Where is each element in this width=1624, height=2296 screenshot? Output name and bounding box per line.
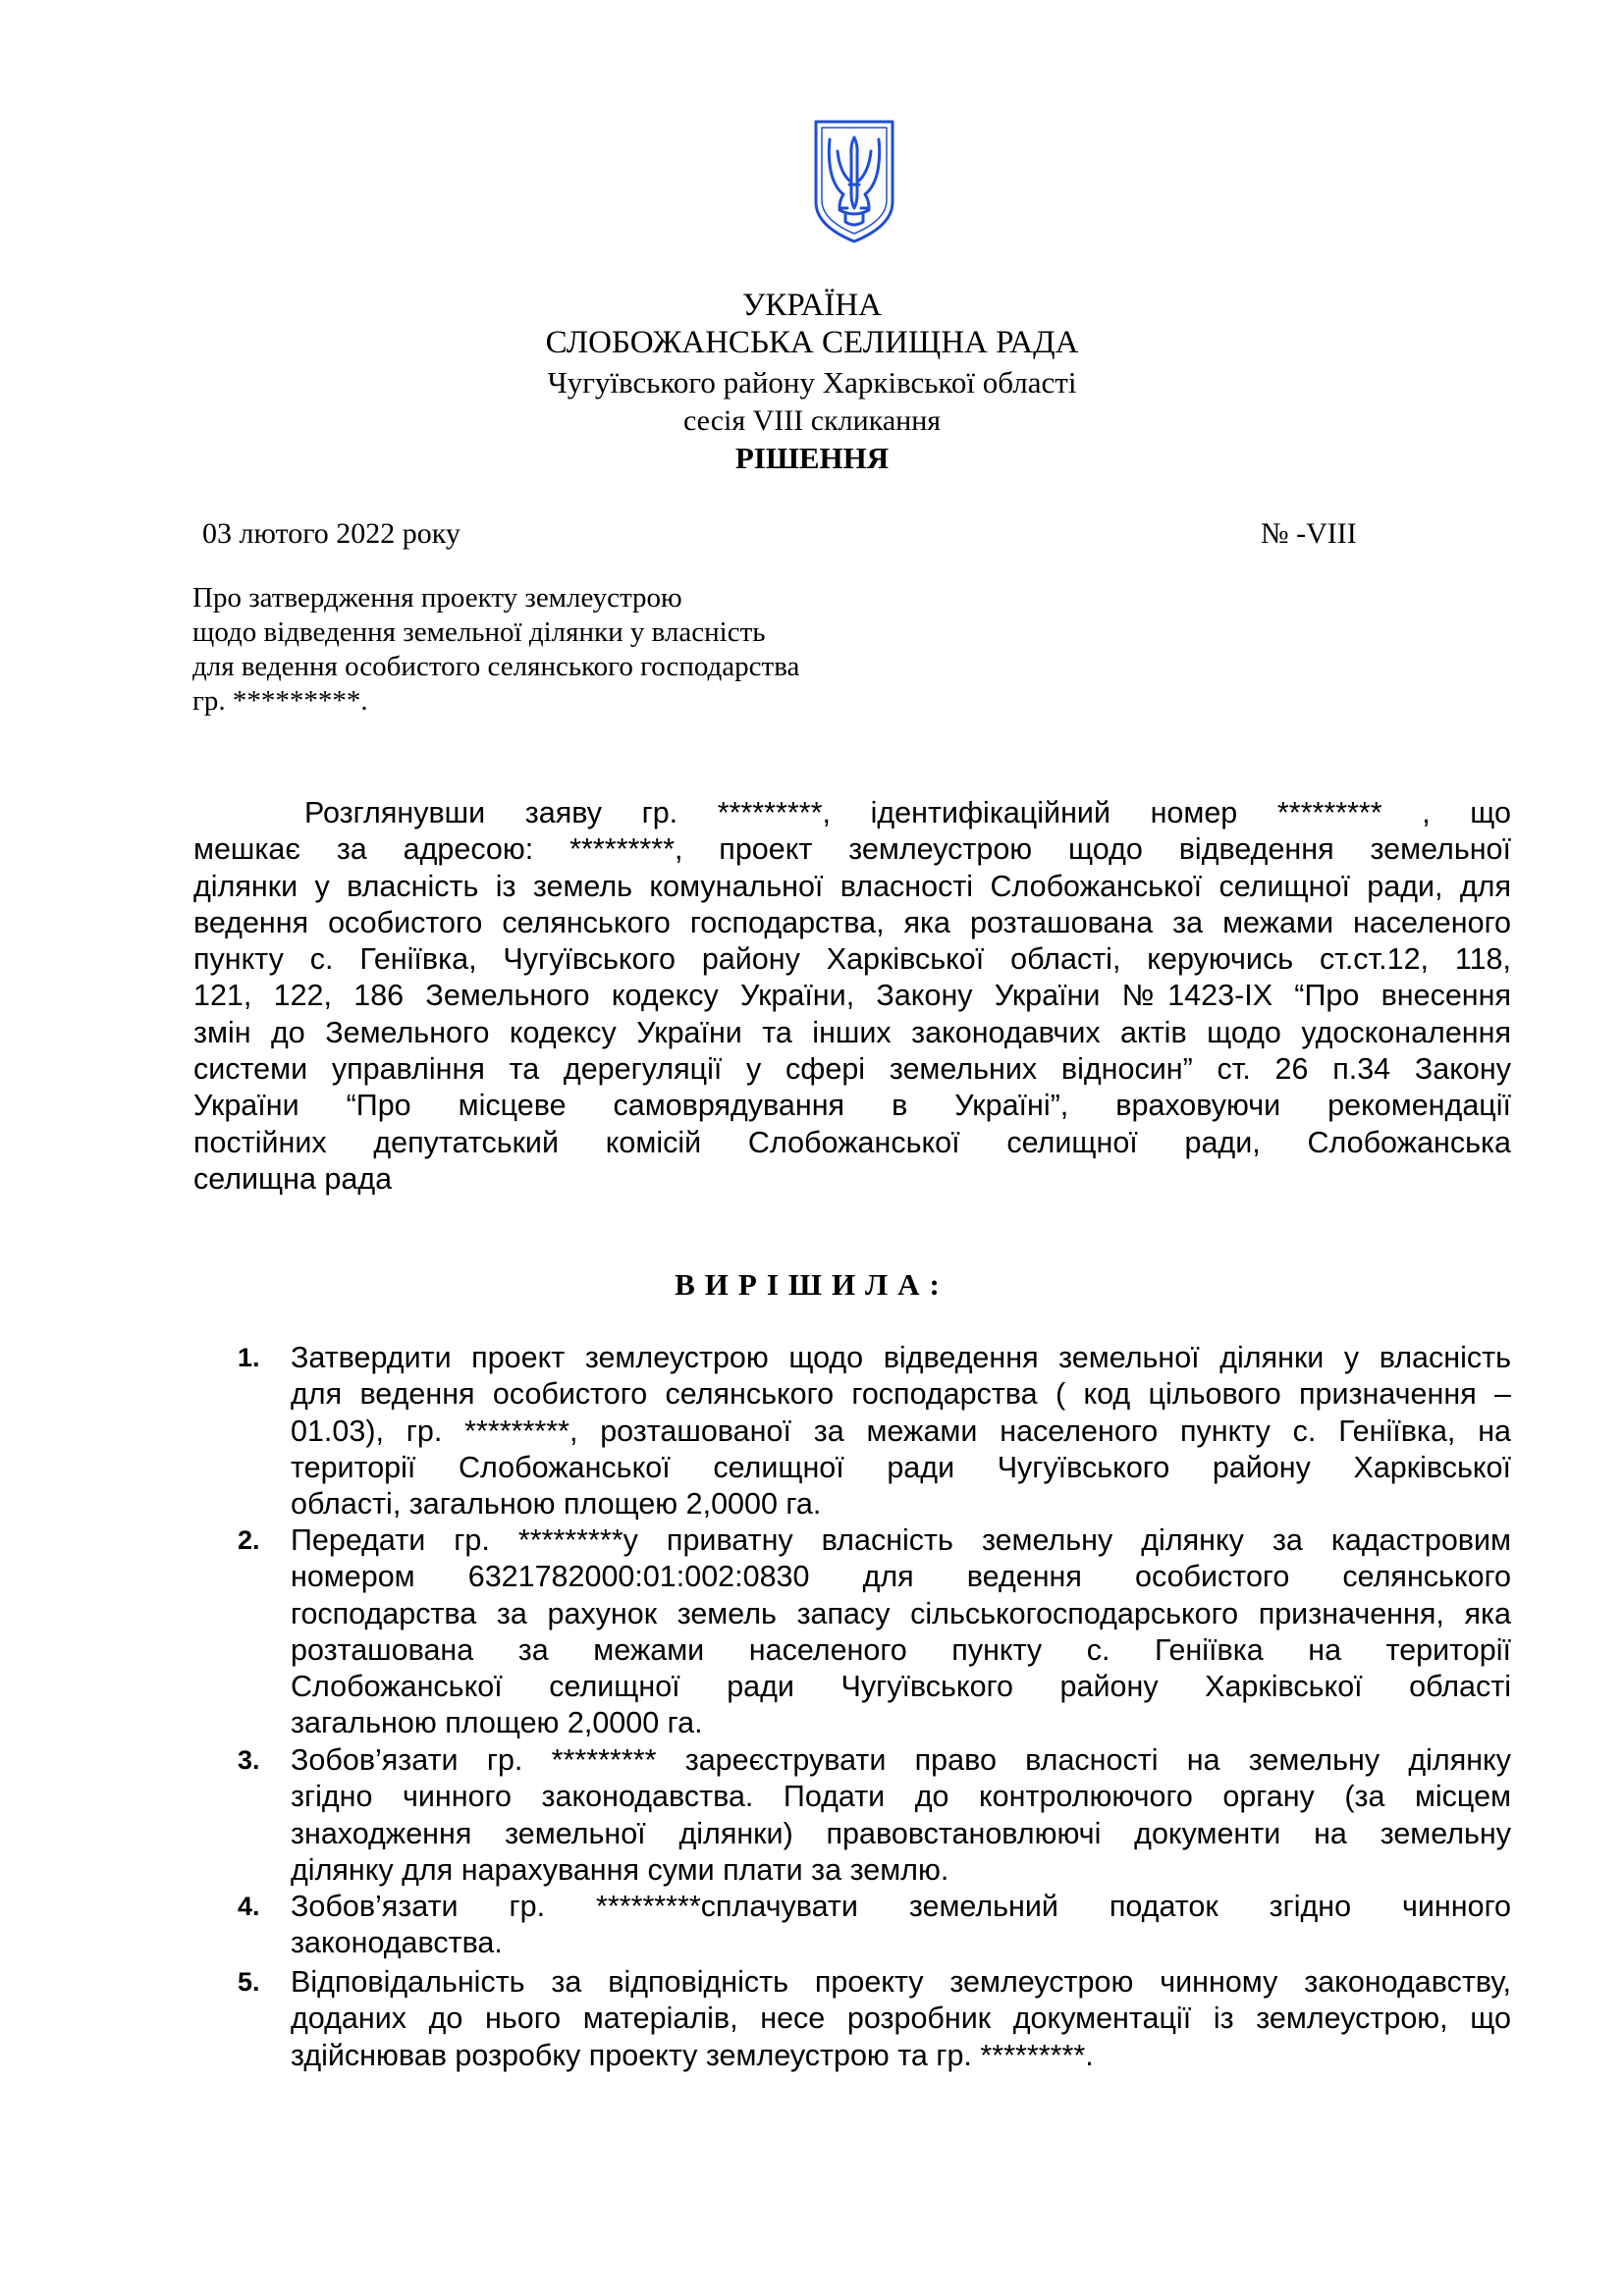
item-text xyxy=(291,1964,1511,2074)
header-country: УКРАЇНА xyxy=(742,288,882,323)
preamble-line: змін до Земельного кодексу України та інших законодавчих актів щодо удосконалення xyxy=(193,1015,1511,1049)
item-number: 4. xyxy=(238,1892,260,1921)
item-line: для ведення особистого селянського господарства ( код цільового призначення – xyxy=(291,1377,1511,1412)
item-line: законодавства. xyxy=(291,1926,503,1960)
preamble-line: селищна рада xyxy=(193,1161,393,1196)
subject-line: щодо відведення земельної ділянки у власність xyxy=(192,616,766,648)
preamble-line: системи управління та дерегуляції у сфері земельних відносин” ст. 26 п.34 Закону xyxy=(193,1052,1511,1087)
item-text xyxy=(291,1522,1511,1742)
item-line: Відповідальність за відповідність проекту землеустрою чинному законодавству, xyxy=(291,1965,1511,1999)
item-line: розташована за межами населеного пункту с. Геніївка на території xyxy=(291,1632,1511,1667)
item-text xyxy=(291,1889,1511,1962)
decision-date: 03 лютого 2022 року xyxy=(202,517,460,550)
item-line: згідно чинного законодавства. Подати до контролюючого органу (за місцем xyxy=(291,1780,1511,1814)
preamble-line: ділянки у власність із земель комунальної власності Слобожанської селищної ради, для xyxy=(193,869,1511,903)
header-session: сесія VIII скликання xyxy=(682,404,942,437)
preamble-paragraph xyxy=(193,795,1511,1198)
subject-line: для ведення особистого селянського господарства xyxy=(192,651,800,682)
item-number: 1. xyxy=(238,1343,260,1372)
item-line: Передати гр. *********у приватну власність земельну ділянку за кадастровим xyxy=(291,1523,1511,1557)
item-text xyxy=(291,1340,1511,1522)
item-line: території Слобожанської селищної ради Чугуївського району Харківської xyxy=(291,1450,1511,1484)
header-district: Чугуївського району Харківської області xyxy=(547,365,1077,400)
item-line: області, загальною площею 2,0000 га. xyxy=(291,1487,822,1522)
item-text xyxy=(291,1742,1511,1889)
item-line: господарства за рахунок земель запасу сільськогосподарського призначення, яка xyxy=(291,1596,1511,1630)
header-council: СЛОБОЖАНСЬКА СЕЛИЩНА РАДА xyxy=(545,325,1079,360)
preamble-line: Розглянувши заяву гр. *********, ідентифікаційний номер ********* , що xyxy=(304,796,1511,829)
coat-of-arms-icon xyxy=(810,116,898,245)
item-line: знаходження земельної ділянки) правовстановлюючі документи на земельну xyxy=(291,1816,1511,1850)
subject-line: гр. *********. xyxy=(192,685,368,717)
preamble-line: мешкає за адресою: *********, проект землеустрою щодо відведення земельної xyxy=(193,832,1511,867)
item-line: Слобожанської селищної ради Чугуївського району Харківської області xyxy=(291,1670,1511,1704)
decision-subject xyxy=(192,581,799,719)
item-line: Зобов’язати гр. *********сплачувати земельний податок згідно чинного xyxy=(291,1890,1511,1923)
document-type: РІШЕННЯ xyxy=(734,441,890,475)
item-line: здійснював розробку проекту землеустрою та гр. *********. xyxy=(291,2038,1094,2072)
item-line: Затвердити проект землеустрою щодо відведення земельної ділянки у власність xyxy=(291,1341,1511,1374)
item-number: 3. xyxy=(238,1745,260,1775)
preamble-line: постійних депутатський комісій Слобожанської селищної ради, Слобожанська xyxy=(193,1125,1511,1159)
item-line: загальною площею 2,0000 га. xyxy=(291,1706,703,1740)
item-line: доданих до нього матеріалів, несе розробник документації із землеустрою, що xyxy=(291,2002,1511,2036)
item-line: ділянку для нарахування суми плати за землю. xyxy=(291,1852,949,1887)
preamble-line: України “Про місцеве самоврядування в Україні”, враховуючи рекомендації xyxy=(193,1089,1511,1123)
item-line: Зобов’язати гр. ********* зареєструвати право власності на земельну ділянку xyxy=(291,1743,1511,1777)
preamble-line: пункту с. Геніївка, Чугуївського району Харківської області, керуючись ст.ст.12, 118, xyxy=(193,942,1511,977)
item-line: номером 6321782000:01:002:0830 для ведення особистого селянського xyxy=(291,1560,1511,1594)
preamble-line: 121, 122, 186 Земельного кодексу України, Закону України №1423-IX “Про внесення xyxy=(193,979,1511,1013)
item-line: 01.03), гр. *********, розташованої за межами населеного пункту с. Геніївка, на xyxy=(291,1414,1511,1448)
item-number: 2. xyxy=(238,1525,260,1555)
item-number: 5. xyxy=(238,1967,260,1997)
decided-heading: ВИРІШИЛА: xyxy=(675,1267,949,1302)
decision-number: № -VIII xyxy=(1261,517,1357,550)
subject-line: Про затвердження проекту землеустрою xyxy=(192,582,682,614)
preamble-line: ведення особистого селянського господарства, яка розташована за межами населеного xyxy=(193,905,1511,939)
